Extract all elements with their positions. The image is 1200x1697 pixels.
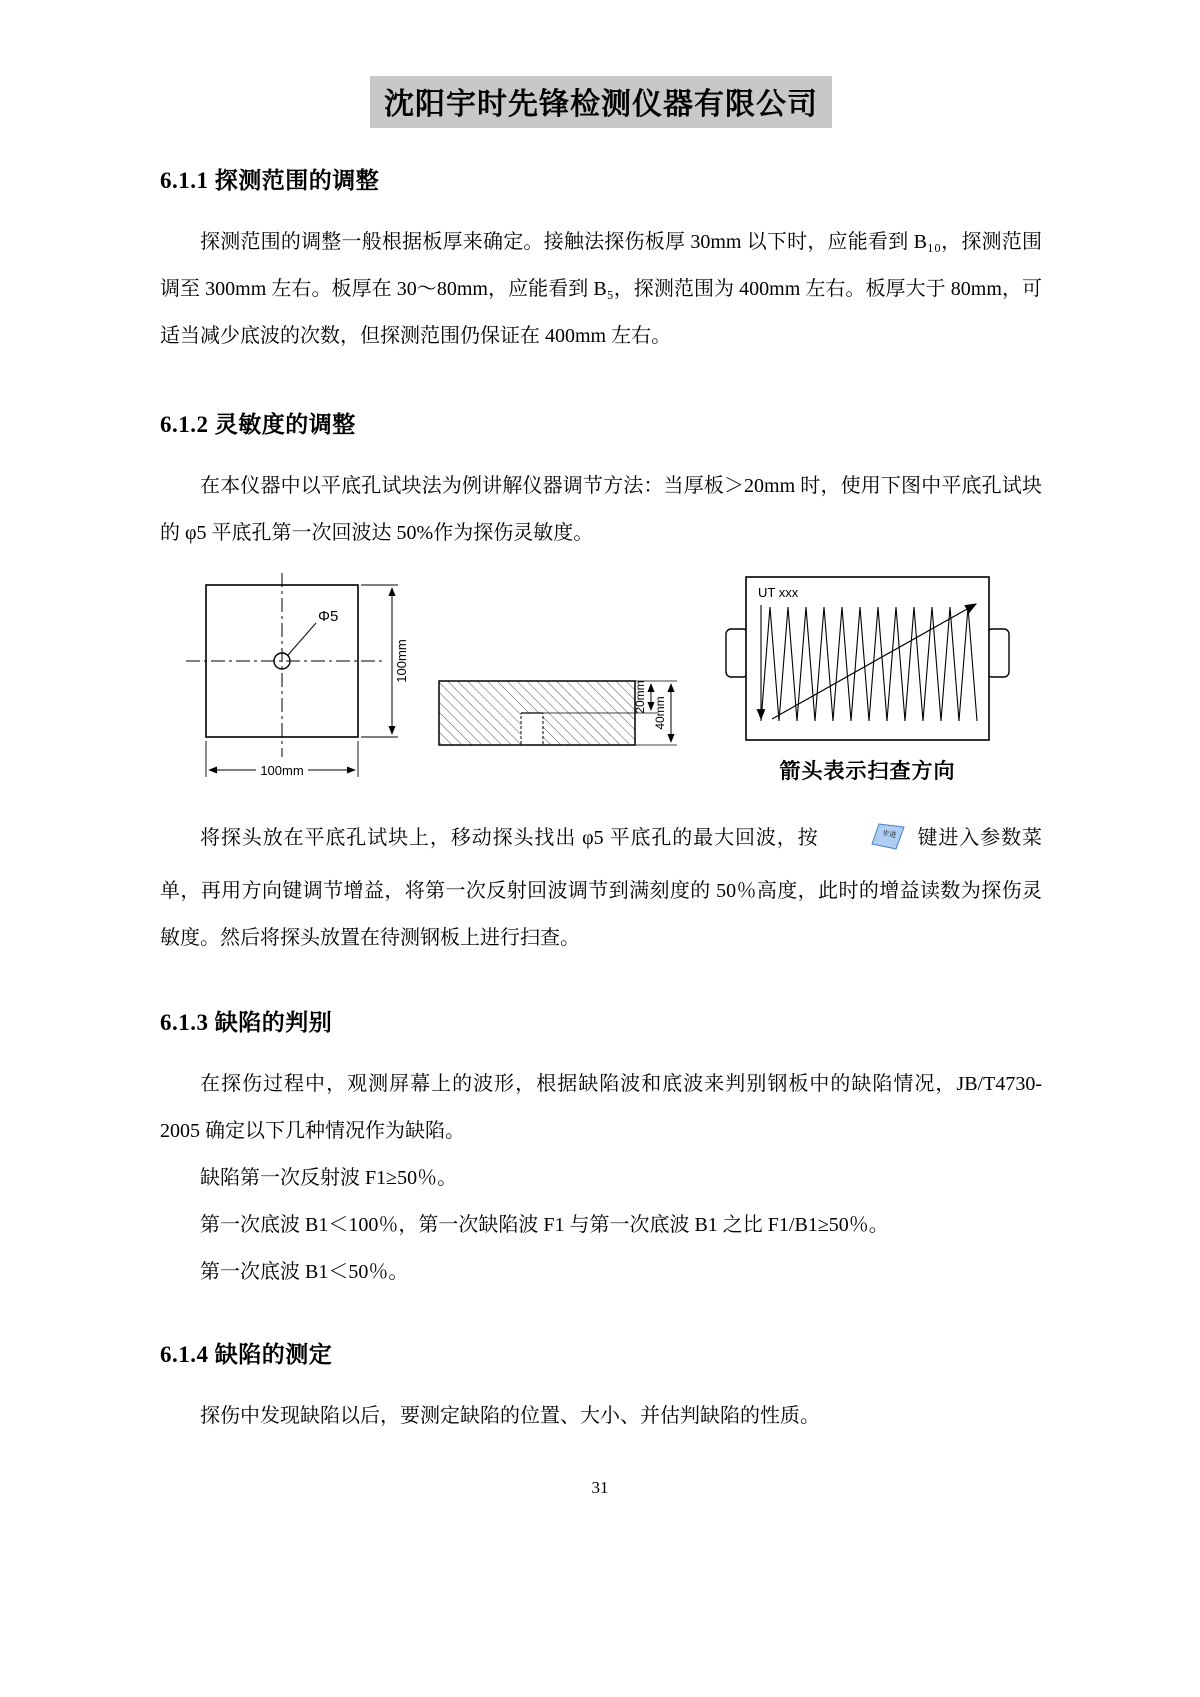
defect-criterion-1: 缺陷第一次反射波 F1≥50％。 (200, 1167, 458, 1189)
screen-model-text: UT xxx (758, 585, 799, 600)
screen-outline (746, 577, 989, 740)
instrument-screen (720, 571, 1015, 746)
paragraph-6-1-4: 探伤中发现缺陷以后，要测定缺陷的位置、大小、并估判缺陷的性质。 (200, 1405, 820, 1427)
procedure-text-before: 将探头放在平底孔试块上，移动探头找出 φ5 平底孔的最大回波，按 (200, 827, 819, 849)
defect-criterion-3: 第一次底波 B1＜50％。 (200, 1261, 409, 1283)
figure-caption: 箭头表示扫查方向 (779, 759, 956, 783)
defect-criterion-2: 第一次底波 B1＜100％，第一次缺陷波 F1 与第一次底波 B1 之比 F1/B1≥50％。 (200, 1214, 889, 1236)
hole-leader-line (288, 623, 316, 655)
heading-6-1-1: 6.1.1 探测范围的调整 (160, 168, 380, 193)
test-block-section-view (435, 649, 690, 774)
hole-diameter-label: Φ5 (318, 608, 339, 625)
hole-cavity (521, 713, 543, 744)
block-width-label: 100mm (260, 763, 304, 778)
block-height-label: 100mm (394, 639, 409, 683)
company-title: 沈阳宇时先锋检测仪器有限公司 (370, 76, 832, 128)
heading-6-1-3: 6.1.3 缺陷的判别 (160, 1010, 333, 1035)
paragraph-6-1-1: 探测范围的调整一般根据板厚来确定。接触法探伤板厚 30mm 以下时，应能看到 B₁₀，探测范围调至 300mm 左右。板厚在 30～80mm，应能看到 B₅，探测范围为 400mm 左右。板厚大于 80mm，可适当减少底波的次数，但探测范围仍保证在 400mm 左右。 (160, 231, 1042, 347)
svg-text:步进: 步进 (881, 830, 897, 840)
heading-6-1-2: 6.1.2 灵敏度的调整 (160, 412, 356, 437)
block-thickness-label: 40mm (653, 696, 667, 730)
calibration-figure (184, 571, 1042, 791)
right-handle (987, 629, 1009, 677)
paragraph-6-1-3-intro: 在探伤过程中，观测屏幕上的波形，根据缺陷波和底波来判别钢板中的缺陷情况，JB/T4730-2005 确定以下几种情况作为缺陷。 (160, 1073, 1042, 1142)
procedure-text-after: 键进入参数菜单，再用方向键调节增益，将第一次反射回波调节到满刻度的 50％高度，此时的增益读数为探伤灵敏度。然后将探头放置在待测钢板上进行扫查。 (160, 827, 1043, 949)
step-key-icon (831, 821, 905, 868)
paragraph-6-1-2-intro: 在本仪器中以平底孔试块法为例讲解仪器调节方法：当厚板＞20mm 时，使用下图中平底孔试块的 φ5 平底孔第一次回波达 50%作为探伤灵敏度。 (160, 475, 1042, 544)
paragraph-6-1-2-procedure (160, 815, 1042, 962)
heading-6-1-4: 6.1.4 缺陷的测定 (160, 1342, 333, 1367)
test-block-top-view (184, 571, 419, 791)
left-handle (726, 629, 748, 677)
page-number: 31 (591, 1478, 609, 1497)
hole-depth-label: 20mm (633, 680, 647, 714)
document-header (160, 76, 1042, 128)
instrument-figure (720, 571, 1015, 785)
